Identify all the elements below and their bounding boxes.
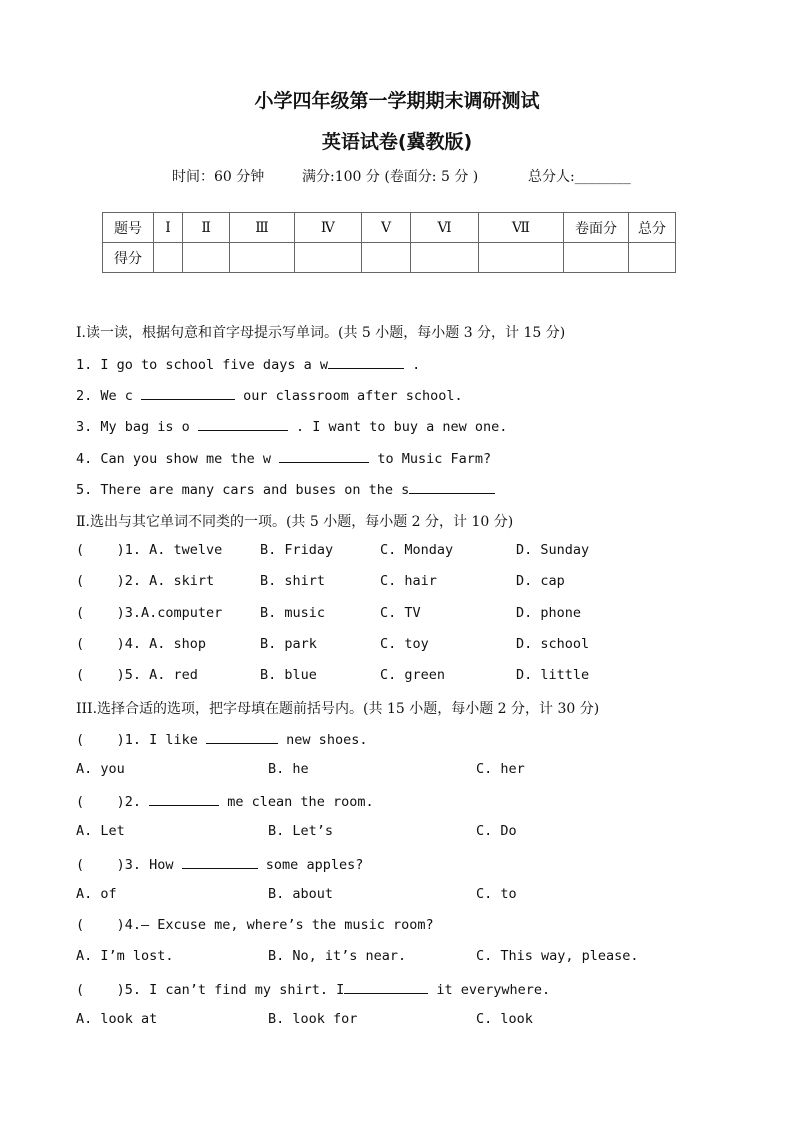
- question-text: to Music Farm?: [369, 451, 492, 467]
- option-b: B. look for: [268, 1011, 358, 1027]
- question-1-5: [76, 480, 495, 498]
- question-text: 1. I go to school five days a w: [76, 357, 328, 373]
- table-cell: 总分: [629, 213, 676, 243]
- option-a: A. look at: [76, 1011, 158, 1027]
- question-text: 5. There are many cars and buses on the s: [76, 482, 410, 498]
- option-b: B. he: [268, 761, 309, 777]
- score-table-header-row: [103, 213, 676, 243]
- score-input-cell[interactable]: [154, 243, 183, 273]
- section1-heading: Ⅰ.读一读，根据句意和首字母提示写单词。(共 5 小题，每小题 3 分，计 15 分): [76, 325, 566, 341]
- answer-blank[interactable]: [328, 355, 404, 369]
- option-b: B. Let’s: [268, 823, 334, 839]
- question-3-1: [76, 730, 367, 748]
- option-a: A. of: [76, 886, 117, 902]
- question-3-5: [76, 980, 550, 998]
- table-cell: Ⅶ: [478, 213, 563, 243]
- question-1-1: [76, 355, 420, 373]
- answer-blank[interactable]: [149, 792, 219, 806]
- answer-blank[interactable]: [198, 417, 288, 431]
- question-text: 2. We c: [76, 388, 142, 404]
- option-d: D. phone: [516, 605, 582, 621]
- exam-subtitle: 英语试卷(冀教版): [321, 131, 473, 153]
- option-c: C. This way, please.: [476, 948, 639, 964]
- score-input-cell[interactable]: [564, 243, 629, 273]
- question-3-3: [76, 855, 363, 873]
- section2-heading: Ⅱ.选出与其它单词不同类的一项。(共 5 小题，每小题 2 分，计 10 分): [76, 514, 514, 530]
- question-text: me clean the room.: [219, 794, 374, 810]
- score-input-cell[interactable]: [230, 243, 295, 273]
- option-a: A. you: [76, 761, 125, 777]
- question-stem: ( )5. A. red: [76, 667, 198, 683]
- option-c: C. to: [476, 886, 517, 902]
- score-input-cell[interactable]: [183, 243, 230, 273]
- question-stem: ( )3.A.computer: [76, 605, 223, 621]
- table-cell: 得分: [103, 243, 154, 273]
- question-text: our classroom after school.: [235, 388, 463, 404]
- table-cell: Ⅱ: [183, 213, 230, 243]
- option-a: A. Let: [76, 823, 125, 839]
- table-cell: Ⅲ: [230, 213, 295, 243]
- answer-blank[interactable]: [344, 980, 428, 994]
- option-c: C. toy: [380, 636, 429, 652]
- score-table-score-row: [103, 243, 676, 273]
- answer-blank[interactable]: [409, 480, 495, 494]
- score-input-cell[interactable]: [361, 243, 411, 273]
- table-cell: 卷面分: [564, 213, 629, 243]
- answer-blank[interactable]: [279, 449, 369, 463]
- option-b: B. music: [260, 605, 326, 621]
- option-b: B. blue: [260, 667, 317, 683]
- question-text: ( )2.: [76, 794, 150, 810]
- question-3-2: [76, 792, 374, 810]
- question-text: 4. Can you show me the w: [76, 451, 280, 467]
- option-b: B. park: [260, 636, 317, 652]
- option-c: C. Do: [476, 823, 517, 839]
- option-d: D. Sunday: [516, 542, 590, 558]
- question-stem: ( )4. A. shop: [76, 636, 207, 652]
- option-b: B. shirt: [260, 573, 326, 589]
- answer-blank[interactable]: [141, 386, 235, 400]
- exam-title: 小学四年级第一学期期末调研测试: [254, 90, 540, 112]
- question-text: ( )3. How: [76, 857, 182, 873]
- score-table: [102, 212, 676, 273]
- section3-heading: III.选择合适的选项，把字母填在题前括号内。(共 15 小题，每小题 2 分，计 30 分): [76, 701, 600, 717]
- question-1-4: [76, 449, 491, 467]
- option-c: C. TV: [380, 605, 421, 621]
- option-c: C. her: [476, 761, 525, 777]
- question-text: . I want to buy a new one.: [287, 419, 508, 435]
- question-text: .: [403, 357, 421, 373]
- table-cell: Ⅴ: [361, 213, 411, 243]
- score-input-cell[interactable]: [478, 243, 563, 273]
- option-c: C. green: [380, 667, 446, 683]
- question-text: new shoes.: [278, 732, 368, 748]
- option-b: B. No, it’s near.: [268, 948, 407, 964]
- question-text: ( )5. I can’t find my shirt. I: [76, 982, 345, 998]
- scorer-info: 总分人:________: [528, 169, 631, 185]
- option-d: D. cap: [516, 573, 565, 589]
- question-3-4: ( )4.— Excuse me, where’s the music room?: [76, 917, 434, 933]
- question-1-3: [76, 417, 507, 435]
- time-info: 时间：60 分钟: [172, 169, 265, 185]
- table-cell: Ⅳ: [294, 213, 361, 243]
- score-input-cell[interactable]: [411, 243, 478, 273]
- question-1-2: [76, 386, 463, 404]
- question-text: some apples?: [257, 857, 364, 873]
- table-cell: Ⅰ: [154, 213, 183, 243]
- option-a: A. I’m lost.: [76, 948, 174, 964]
- score-input-cell[interactable]: [629, 243, 676, 273]
- table-cell: Ⅵ: [411, 213, 478, 243]
- option-c: C. hair: [380, 573, 437, 589]
- option-d: D. little: [516, 667, 590, 683]
- question-text: ( )1. I like: [76, 732, 207, 748]
- table-cell: 题号: [103, 213, 154, 243]
- option-b: B. about: [268, 886, 334, 902]
- option-b: B. Friday: [260, 542, 334, 558]
- question-stem: ( )1. A. twelve: [76, 542, 223, 558]
- question-stem: ( )2. A. skirt: [76, 573, 215, 589]
- option-d: D. school: [516, 636, 590, 652]
- answer-blank[interactable]: [182, 855, 258, 869]
- full-score-info: 满分:100 分 (卷面分: 5 分 ): [302, 169, 479, 185]
- answer-blank[interactable]: [206, 730, 278, 744]
- question-text: 3. My bag is o: [76, 419, 198, 435]
- score-input-cell[interactable]: [294, 243, 361, 273]
- option-c: C. look: [476, 1011, 533, 1027]
- question-text: it everywhere.: [428, 982, 551, 998]
- option-c: C. Monday: [380, 542, 454, 558]
